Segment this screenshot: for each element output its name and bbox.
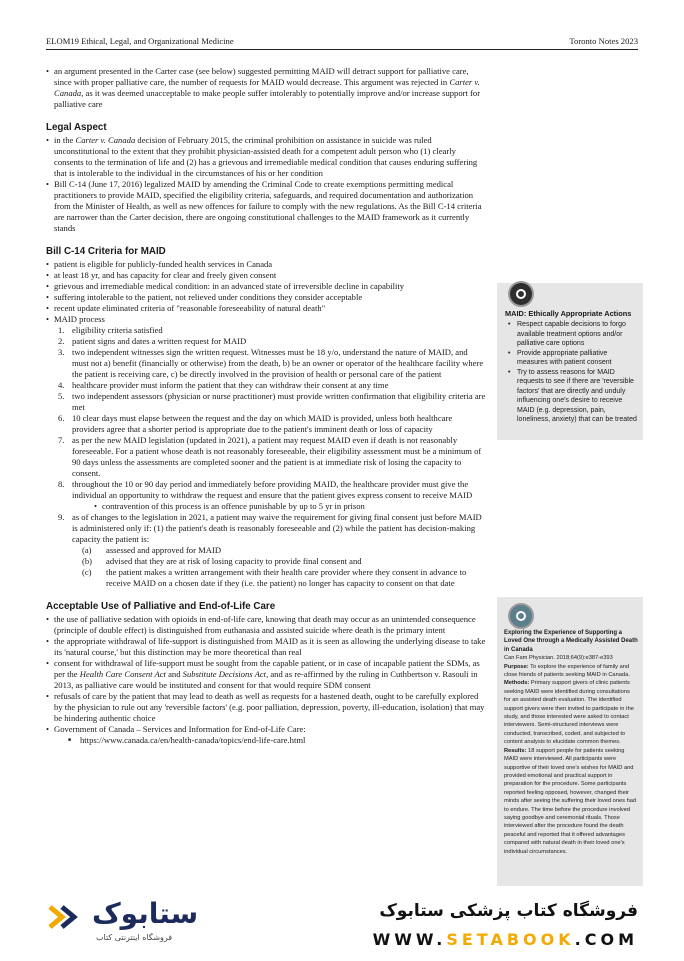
sidebar-study — [497, 597, 643, 886]
gov-links-list — [54, 735, 486, 746]
main-column — [46, 66, 486, 746]
evidence-badge-icon — [508, 603, 534, 629]
brand-url: WWW.SETABOOK.COM — [372, 930, 638, 949]
sidebar-study-body — [504, 629, 638, 856]
logo-text: ستابوک — [92, 897, 199, 930]
process-step: 2. patient signs and dates a written request for MAID — [58, 336, 247, 346]
process-step: 3. two independent witnesses sign the written request. Witnesses must be 18 y/o, understand the nature of MAID, and must not a) benefit (financially or otherwise) from the death, b) be an owner or operator of the healthcare facility where the patient is receiving care, c) be directly involved in the provision of health or personal care of the patient — [58, 347, 484, 379]
running-header — [46, 36, 638, 50]
sidebar-maid-actions — [497, 283, 643, 440]
legal-aspect-heading: Legal Aspect — [46, 122, 107, 133]
header-book-title: Toronto Notes 2023 — [569, 36, 638, 46]
sidebar-study-purpose: Purpose: To explore the experience of family and close friends of patients seeking MAID in Canada. — [504, 663, 630, 679]
ethics-badge-icon — [508, 281, 534, 307]
step8-sub-bullet: • contravention of this process is an offence punishable by up to 5 yr in prison — [94, 501, 486, 512]
c14-criteria-heading: Bill C-14 Criteria for MAID — [46, 246, 166, 257]
acceptable-bullet: • refusals of care by the patient that may lead to death as well as requests for a hastened death, ought to be carefully explored by the physician to rule out any 'reversible factors' (e.g. poor palliation, depression, poverty, ill-education, isolation) that may be hindering authentic choice — [46, 691, 486, 724]
brand-name: فروشگاه کتاب پزشکی ستابوک — [379, 901, 638, 921]
c14-criteria-list — [46, 259, 486, 589]
acceptable-bullet: • the use of palliative sedation with opioids in end-of-life care, knowing that death may occur as an unintended consequence (principle of double effect) is distinguished from euthanasia and assisted suicide where death is the primary intent — [46, 614, 486, 636]
process-step: 9. as of changes to the legislation in 2021, a patient may waive the requirement for giving final consent just before MAID is administered only if: (1) the patient's death is reasonably foreseeable and (2) while the patient has decision-making capacity the patient is: (a) assessed and approved for MAID (b) advised that they are at risk of losing capacity to provide final consent and (c) the patient makes a written arrangement with their health care provider where they consent in advance to receive MAID on a chosen date if they (i.e. the patient) no longer has capacity to consent on that date — [54, 512, 486, 589]
setabook-logo-icon — [46, 899, 82, 935]
process-step: 4. healthcare provider must inform the patient that they can withdraw their consent at any time — [58, 380, 389, 390]
step9-sub-item: (a) assessed and approved for MAID — [82, 545, 222, 555]
acceptable-bullet: • Government of Canada – Services and Information for End-of-Life Care: ■ https://www.canada.ca/en/health-canada/topics/end-life-care.html — [46, 724, 486, 746]
acceptable-bullet: • consent for withdrawal of life-support must be sought from the capable patient, or in case of incapable patient the SDMs, as per the Health Care Consent Act and Substitute Decisions Act, and as re-affirmed by the ruling in Cuthbertson v. Rasouli in 2013, as palliative care would be instituted and consent for that would require SDM consent — [46, 658, 486, 691]
sidebar-maid-list — [505, 320, 637, 425]
sidebar-study-title: Exploring the Experience of Supporting a Loved One through a Medically Assisted Death in Canada — [504, 630, 638, 653]
acceptable-bullet: • the appropriate withdrawal of life-support is distinguished from MAID as it is seen as allowing the underlying disease to take its 'natural course,' but this distinction may be more theoretical than real — [46, 636, 486, 658]
step8-sub-list — [72, 501, 486, 512]
sidebar-maid-title: MAID: Ethically Appropriate Actions — [505, 309, 632, 318]
gov-link[interactable]: ■ https://www.canada.ca/en/health-canada/topics/end-life-care.html — [54, 735, 486, 746]
process-step: 5. two independent assessors (physician or nurse practitioner) must provide written confirmation that eligibility criteria are met — [58, 391, 486, 412]
process-step: 7. as per the new MAID legislation (updated in 2021), a patient may request MAID even if death is not reasonably foreseeable. For a patient whose death is not reasonably foreseeable, their eligibility assessment must be a minimum of 90 days unless the assessments are completed sooner and the patient is at immediate risk of losing the capacity to consent. — [58, 435, 482, 478]
logo-subtitle: فروشگاه اینترنتی کتاب — [96, 933, 173, 942]
sidebar-maid-item: • Try to assess reasons for MAID requests to see if there are 'reversible factors' that are directly and unduly influencing one's desire to receive MAID (e.g. depression, pain, loneliness, anxiety) that can be treated — [505, 368, 637, 425]
step9-sub-item: (c) the patient makes a written arrangement with their health care provider where they consent in advance to receive MAID on a chosen date if they (i.e. the patient) no longer has capacity to consent on that date — [82, 567, 467, 588]
intro-list — [46, 66, 486, 110]
legal-bullet-c14: • Bill C-14 (June 17, 2016) legalized MAID by amending the Criminal Code to create exemptions permitting medical practitioners to provide MAID, specified the eligibility criteria, safeguards, and required documentation and authorization from the Minister of Health, as well as new offences for failure to comply with the new regulations. As the Bill C-14 criteria are narrower than the Carter decision, there are ongoing constitutional challenges to the MAID framework as it currently stands — [46, 179, 486, 234]
sidebar-study-methods: Methods: Primary support givers of clinic patients seeking MAID were identified during consultations for an assisted death evaluation. The identified support givers were then invited to participate in the study, and those interested were asked to contact interviewers. Semi-structured interviews were conducted, transcribed, coded, and subjected to content analysis to elucidate common themes. — [504, 680, 634, 746]
acceptable-use-list — [46, 614, 486, 746]
legal-aspect-list — [46, 135, 486, 234]
intro-bullet: • an argument presented in the Carter case (see below) suggested permitting MAID will detract support for palliative care, since with proper palliative care, the number of requests for MAID would decrease. This argument was rejected in Carter v. Canada, as it was deemed unacceptable to make people suffer intolerably to potentially improve and/or increase support for palliative care — [46, 66, 486, 110]
sidebar-maid-item: • Provide appropriate palliative measures with patient consent — [505, 349, 637, 368]
header-section-title: ELOM19 Ethical, Legal, and Organizational Medicine — [46, 36, 234, 46]
sidebar-study-results: Results: 18 support people for patients seeking MAID were interviewed. All participants were supportive of their loved one's wishes for MAID and provided emotional and practical support in preparation for the procedure. Some participants reported feeling opposed, however, changed their minds after seeing the suffering their loved ones had to endure. The time before the procedure involved saying goodbye and ceremonial rituals. Those interviewed after the procedure found the death peaceful and reported that it offered advantages compared with natural death in their loved one's individual circumstances. — [504, 747, 637, 855]
acceptable-use-heading: Acceptable Use of Palliative and End-of-Life Care — [46, 601, 276, 612]
process-step: 8. throughout the 10 or 90 day period and immediately before providing MAID, the healthcare provider must give the individual an opportunity to withdraw the request and ensure that the patient gives express consent to receive MAID • contravention of this process is an offence punishable by up to 5 yr in prison — [54, 479, 486, 512]
step9-sub-list — [72, 545, 486, 589]
criteria-bullet-maid-process: • MAID process 1. eligibility criteria satisfied 2. patient signs and dates a written request for MAID 3. two independent witnesses sign the written request. Witnesses must be 18 y/o, understand the nature of MAID, and must not a) benefit (financially or otherwise) from the death, b) be an owner or operator of the healthcare facility where the patient is receiving care, c) be directly involved in the provision of health or personal care of the patient 4. healthcare provider must inform the patient that they can withdraw their consent at any time 5. two independent assessors (physician or nurse practitioner) must provide written confirmation that eligibility criteria are met 6. 10 clear days must elapse between the request and the day on which MAID is provided, unless both healthcare providers agree that a shorter period is appropriate due to the patient's imminent death or loss of capacity 7. as per the new MAID legislation (updated in 2021), a patient may request MAID even if death is not reasonably foreseeable. For a patient whose death is not reasonably foreseeable, their eligibility assessment must be a minimum of 90 days unless the assessments are completed sooner and the patient is at immediate risk of losing the capacity to consent. 8. throughout the 10 or 90 day period and immediately before providing MAID, the healthcare provider must give the individual an opportunity to withdraw the request and ensure that the patient gives express consent to receive MAID • contravention of this process is an offence punishable by up to 5 yr in prison 9. as of changes to the legislation in 2021, a patient may waive the requirement for giving final consent just before MAID is administered only if: (1) the patient's death is reasonably foreseeable and (2) while the patient has decision-making capacity the patient is: (a) assessed and approved for MAID (b) advised that they are at risk of losing capacity to provide final consent and (c) the patient makes a written arrangement with their health care provider where they consent in advance to receive MAID on a chosen date if they (i.e. the patient) no longer has capacity to consent on that date — [46, 314, 486, 589]
sidebar-maid-item: • Respect capable decisions to forgo available treatment options and/or palliative care options — [505, 320, 637, 349]
criteria-bullet: • recent update eliminated criteria of "reasonable foreseeability of natural death" — [46, 303, 486, 314]
criteria-bullet: • at least 18 yr, and has capacity for clear and freely given consent — [46, 270, 486, 281]
criteria-bullet: • suffering intolerable to the patient, not relieved under conditions they consider acceptable — [46, 292, 486, 303]
criteria-bullet: • patient is eligible for publicly-funded health services in Canada — [46, 259, 486, 270]
criteria-bullet: • grievous and irremediable medical condition: in an advanced state of irreversible decline in capability — [46, 281, 486, 292]
maid-process-steps — [54, 325, 486, 589]
process-step: 6. 10 clear days must elapse between the request and the day on which MAID is provided, unless both healthcare providers agree that a shorter period is appropriate due to the patient's imminent death or loss of capacity — [58, 413, 453, 434]
sidebar-study-citation: Can Fam Physician. 2018;64(9):e387-e393 — [504, 655, 613, 662]
process-step: 1. eligibility criteria satisfied — [58, 325, 163, 335]
step9-sub-item: (b) advised that they are at risk of losing capacity to provide final consent and — [82, 556, 362, 566]
legal-bullet-carter: • in the Carter v. Canada decision of February 2015, the criminal prohibition on assistance in suicide was ruled unconstitutional to the extent that they prohibit physician-assisted death for a competent adult person who (1) clearly consents to the termination of life and (2) has a grievous and irremediable medical condition that causes enduring suffering that is intolerable to the individual in the circumstances of his or her condition — [46, 135, 486, 179]
watermark-footer — [0, 893, 684, 961]
